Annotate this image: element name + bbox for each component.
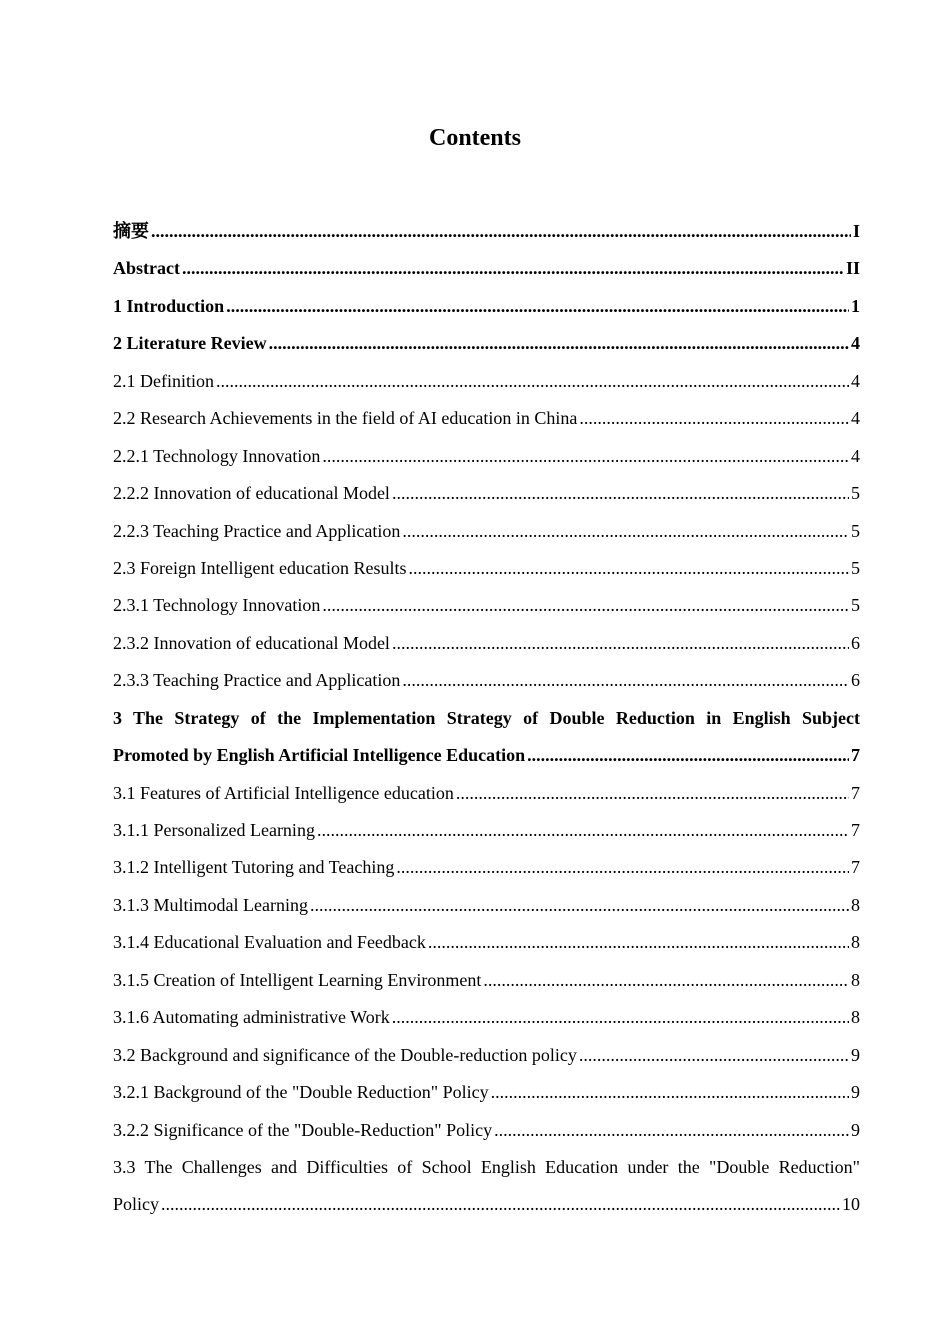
toc-entry-label: Promoted by English Artificial Intelligence Education xyxy=(113,745,526,766)
toc-dot-leader xyxy=(494,1112,849,1149)
toc-dot-leader xyxy=(491,1074,849,1111)
toc-dot-leader xyxy=(428,924,849,961)
toc-entry-3-3-line1[interactable] xyxy=(113,1149,860,1186)
toc-entry-3-1-5[interactable] xyxy=(113,962,860,999)
toc-entry-label: Abstract xyxy=(113,258,180,279)
toc-entry-label: 3.1.5 Creation of Intelligent Learning Environment xyxy=(113,969,482,990)
toc-entry-3-1-1[interactable] xyxy=(113,812,860,849)
toc-entry-page: 8 xyxy=(851,894,860,915)
toc-entry-label: 3.2.2 Significance of the "Double-Reduction" Policy xyxy=(113,1119,493,1140)
toc-entry-page: 9 xyxy=(851,1119,860,1140)
toc-entry-label: 3 The Strategy of the Implementation Strategy of Double Reduction in English Subject xyxy=(113,707,860,728)
toc-dot-leader xyxy=(216,363,849,400)
toc-entry-label: 3.1.2 Intelligent Tutoring and Teaching xyxy=(113,857,395,878)
toc-entry-abstract[interactable] xyxy=(113,250,860,287)
toc-entry-label: 2.3.2 Innovation of educational Model xyxy=(113,632,390,653)
toc-dot-leader xyxy=(456,775,849,812)
toc-entry-label: 2.2 Research Achievements in the field of AI education in China xyxy=(113,408,578,429)
toc-entry-label: 2.3.3 Teaching Practice and Application xyxy=(113,670,401,691)
toc-entry-label: 3.1.3 Multimodal Learning xyxy=(113,894,308,915)
toc-entry-page: 9 xyxy=(851,1082,860,1103)
toc-entry-2-3[interactable] xyxy=(113,550,860,587)
toc-entry-3-1-6[interactable] xyxy=(113,999,860,1036)
toc-entry-page: 4 xyxy=(851,333,860,354)
toc-entry-page: 6 xyxy=(851,632,860,653)
toc-dot-leader xyxy=(161,1186,840,1223)
toc-entry-introduction[interactable] xyxy=(113,288,860,325)
toc-entry-label: 3.1.1 Personalized Learning xyxy=(113,820,315,840)
toc-entry-label: 2.2.3 Teaching Practice and Application xyxy=(113,520,401,541)
toc-entry-2-3-2[interactable] xyxy=(113,625,860,662)
toc-entry-label: 3.1.4 Educational Evaluation and Feedback xyxy=(113,932,426,953)
toc-dot-leader xyxy=(396,849,849,886)
toc-entry-page: 10 xyxy=(842,1194,860,1215)
toc-entry-3-2-1[interactable] xyxy=(113,1074,860,1111)
toc-dot-leader xyxy=(182,250,844,287)
toc-entry-label: 1 Introduction xyxy=(113,295,225,316)
toc-entry-3-2-2[interactable] xyxy=(113,1112,860,1149)
page-title: Contents xyxy=(428,125,521,151)
toc-entry-page: 7 xyxy=(851,745,860,766)
toc-entry-2-2[interactable] xyxy=(113,400,860,437)
toc-entry-page: 4 xyxy=(851,370,860,391)
toc-entry-label: 3.3 The Challenges and Difficulties of School English Education under the "Double Reduction" xyxy=(113,1156,860,1177)
toc-entry-label: 2 Literature Review xyxy=(113,333,267,354)
toc-dot-leader xyxy=(317,812,849,849)
toc-entry-2-2-1[interactable] xyxy=(113,438,860,475)
toc-entry-2-3-3[interactable] xyxy=(113,662,860,699)
toc-entry-3-2[interactable] xyxy=(113,1037,860,1074)
toc-entry-literature-review[interactable] xyxy=(113,325,860,362)
toc-dot-leader xyxy=(579,1037,849,1074)
toc-entry-3-1-4[interactable] xyxy=(113,924,860,961)
toc-entry-page: 8 xyxy=(851,1007,860,1028)
toc-entry-label: 2.2.1 Technology Innovation xyxy=(113,445,321,466)
toc-entry-label: 2.2.2 Innovation of educational Model xyxy=(113,483,390,504)
toc-entry-label: 摘要 xyxy=(113,221,149,241)
toc-dot-leader xyxy=(392,625,849,662)
toc-entry-3-3[interactable] xyxy=(113,1186,860,1223)
toc-entry-page: 7 xyxy=(851,857,860,878)
toc-entry-page: 7 xyxy=(851,820,860,840)
toc-entry-page: 4 xyxy=(851,445,860,466)
toc-entry-3-1-3[interactable] xyxy=(113,887,860,924)
toc-entry-label: 2.3 Foreign Intelligent education Results xyxy=(113,557,407,578)
toc-entry-label: 2.3.1 Technology Innovation xyxy=(113,595,321,616)
toc-dot-leader xyxy=(392,475,849,512)
toc-entry-page: 4 xyxy=(851,408,860,429)
toc-entry-label: 3.2 Background and significance of the Double-reduction policy xyxy=(113,1044,577,1065)
toc-dot-leader xyxy=(402,513,849,550)
toc-entry-page: 1 xyxy=(851,295,860,316)
toc-dot-leader xyxy=(269,325,849,362)
toc-dot-leader xyxy=(322,438,849,475)
toc-entry-3[interactable] xyxy=(113,737,860,774)
toc-entry-page: I xyxy=(852,221,860,241)
toc-dot-leader xyxy=(151,213,851,250)
toc-dot-leader xyxy=(322,587,849,624)
toc-entry-2-2-2[interactable] xyxy=(113,475,860,512)
toc-entry-page: 5 xyxy=(851,557,860,578)
toc-entry-page: 6 xyxy=(851,670,860,691)
toc-dot-leader xyxy=(392,999,849,1036)
toc-dot-leader xyxy=(579,400,849,437)
toc-entry-2-1[interactable] xyxy=(113,363,860,400)
toc-entry-3-line1[interactable] xyxy=(113,700,860,737)
toc-entry-label: 2.1 Definition xyxy=(113,370,214,391)
table-of-contents xyxy=(113,213,860,1224)
toc-entry-page: 5 xyxy=(851,595,860,616)
toc-entry-page: II xyxy=(845,258,860,279)
toc-entry-label: 3.2.1 Background of the "Double Reduction" Policy xyxy=(113,1082,489,1103)
toc-entry-2-3-1[interactable] xyxy=(113,587,860,624)
toc-entry-abstract-cn[interactable] xyxy=(113,213,860,250)
toc-entry-label: Policy xyxy=(113,1194,160,1215)
toc-entry-page: 5 xyxy=(851,520,860,541)
toc-entry-page: 5 xyxy=(851,483,860,504)
toc-entry-page: 8 xyxy=(851,969,860,990)
toc-entry-label: 3.1 Features of Artificial Intelligence education xyxy=(113,782,454,803)
toc-entry-label: 3.1.6 Automating administrative Work xyxy=(113,1007,390,1028)
toc-dot-leader xyxy=(527,737,849,774)
toc-entry-2-2-3[interactable] xyxy=(113,513,860,550)
toc-dot-leader xyxy=(226,288,849,325)
toc-entry-3-1-2[interactable] xyxy=(113,849,860,886)
toc-entry-page: 8 xyxy=(851,932,860,953)
toc-dot-leader xyxy=(408,550,849,587)
toc-entry-page: 7 xyxy=(851,782,860,803)
toc-dot-leader xyxy=(310,887,849,924)
toc-entry-page: 9 xyxy=(851,1044,860,1065)
toc-entry-3-1[interactable] xyxy=(113,775,860,812)
toc-dot-leader xyxy=(402,662,849,699)
toc-dot-leader xyxy=(483,962,849,999)
